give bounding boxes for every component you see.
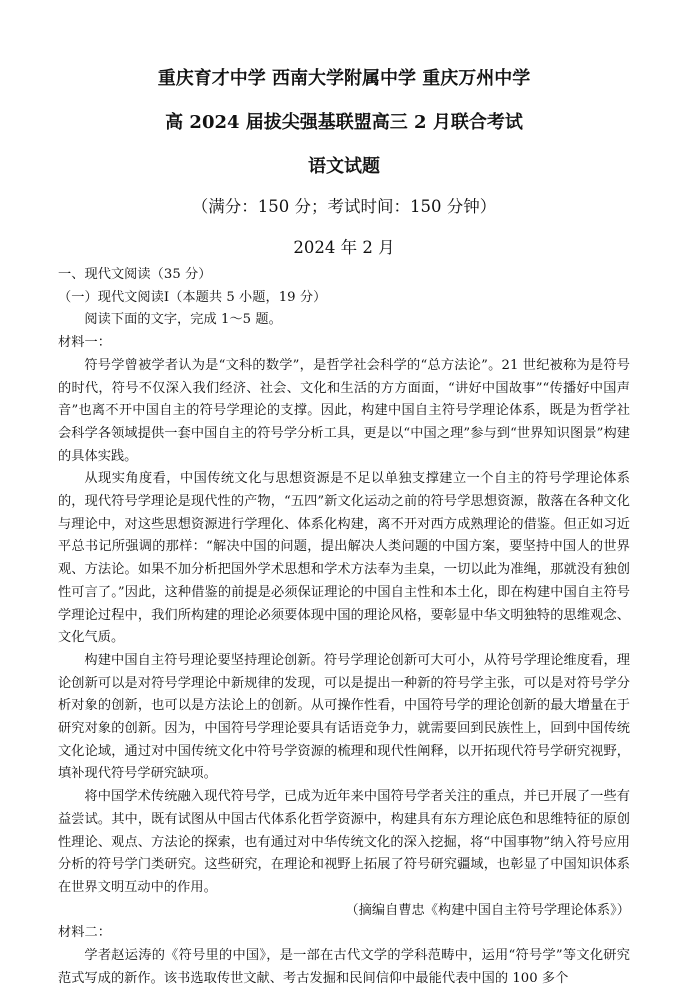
exam-body [58, 264, 630, 991]
material2-paragraph-1: 学者赵运涛的《符号里的中国》，是一部在古代文学的学科范畴中，运用“符号学”等文化研究范式写成的新作。该书选取传世文献、考古发掘和民间信仰中最能代表中国的 100 多个 [58, 948, 630, 986]
material1-paragraph-3: 构建中国自主符号理论要坚持理论创新。符号学理论创新可大可小，从符号学理论维度看，理论创新可以是对符号学理论中新规律的发现，可以是提出一种新的符号学主张，可以是对符号学分析对象的创新，也可以是方法论上的创新。从可操作性看，中国符号学的理论创新的最大增量在于研究对象的创新。因为，中国符号学理论要具有话语竞争力，就需要回到民族性上，回到中国传统文化论域，通过对中国传统文化中符号学资源的梳理和现代性阐释，以开拓现代符号学研究视野，填补现代符号学研究缺项。 [58, 652, 630, 782]
section-heading: 一、现代文阅读（35 分） [58, 267, 212, 282]
material1-source: （摘编自曹忠《构建中国自主符号学理论体系》） [345, 902, 630, 918]
exam-date: 2024 年 2 月 [293, 238, 395, 257]
material1-label: 材料一： [58, 335, 111, 351]
material1-paragraph-1: 符号学曾被学者认为是“文科的数学”，是哲学社会科学的“总方法论”。21 世纪被称为是符号的时代，符号不仅深入我们经济、社会、文化和生活的方方面面，“讲好中国故事”“传播好中国声音”也离不开中国自主的符号学理论的支撑。因此，构建中国自主符号学理论体系，既是为哲学社会科学各领域提供一套中国自主的符号学分析工具，更是以“中国之理”参与到“世界知识图景”构建的具体实践。 [58, 357, 630, 464]
material1-paragraph-4: 将中国学术传统融入现代符号学，已成为近年来中国符号学者关注的重点，并已开展了一些有益尝试。其中，既有试图从中国古代体系化哲学资源中，构建具有东方理论底色和思维特征的原创性理论、观点、方法论的探索，也有通过对中华传统文化的深入挖掘，将“中国事物”纳入符号应用分析的符号学门类研究。这些研究，在理论和视野上拓展了符号研究疆域，也彰显了中国知识体系在世界文明互动中的作用。 [58, 789, 630, 895]
subject-title: 语文试题 [308, 156, 380, 177]
subsection-heading: （一）现代文阅读Ⅰ（本题共 5 小题，19 分） [58, 289, 327, 305]
exam-title: 高 2024 届拔尖强基联盟高三 2 月联合考试 [165, 112, 523, 133]
material1-paragraph-2: 从现实角度看，中国传统文化与思想资源是不足以单独支撑建立一个自主的符号学理论体系的，现代符号学理论是现代性的产物，“五四”新文化运动之前的符号学思想资源，散落在各种文化与理论中，对这些思想资源进行学理化、体系化构建，离不开对西方成熟理论的借鉴。但正如习近平总书记所强调的那样：“解决中国的问题，提出解决人类问题的中国方案，要坚持中国人的世界观、方法论。如果不加分析把国外学术思想和学术方法奉为圭臬，一切以此为准绳，那就没有独创性可言了。”因此，这种借鉴的前提是必须保证理论的中国自主性和本土化，即在构建中国自主符号学理论过程中，我们所构建的理论必须要体现中国的理论风格，要彰显中华文明独特的思维观念、文化气质。 [58, 471, 630, 646]
school-names: 重庆育才中学 西南大学附属中学 重庆万州中学 [157, 68, 531, 89]
material2-label: 材料二： [58, 925, 111, 941]
score-time-info: （满分：150 分；考试时间：150 分钟） [191, 197, 497, 216]
reading-instruction: 阅读下面的文字，完成 1～5 题。 [84, 312, 282, 328]
